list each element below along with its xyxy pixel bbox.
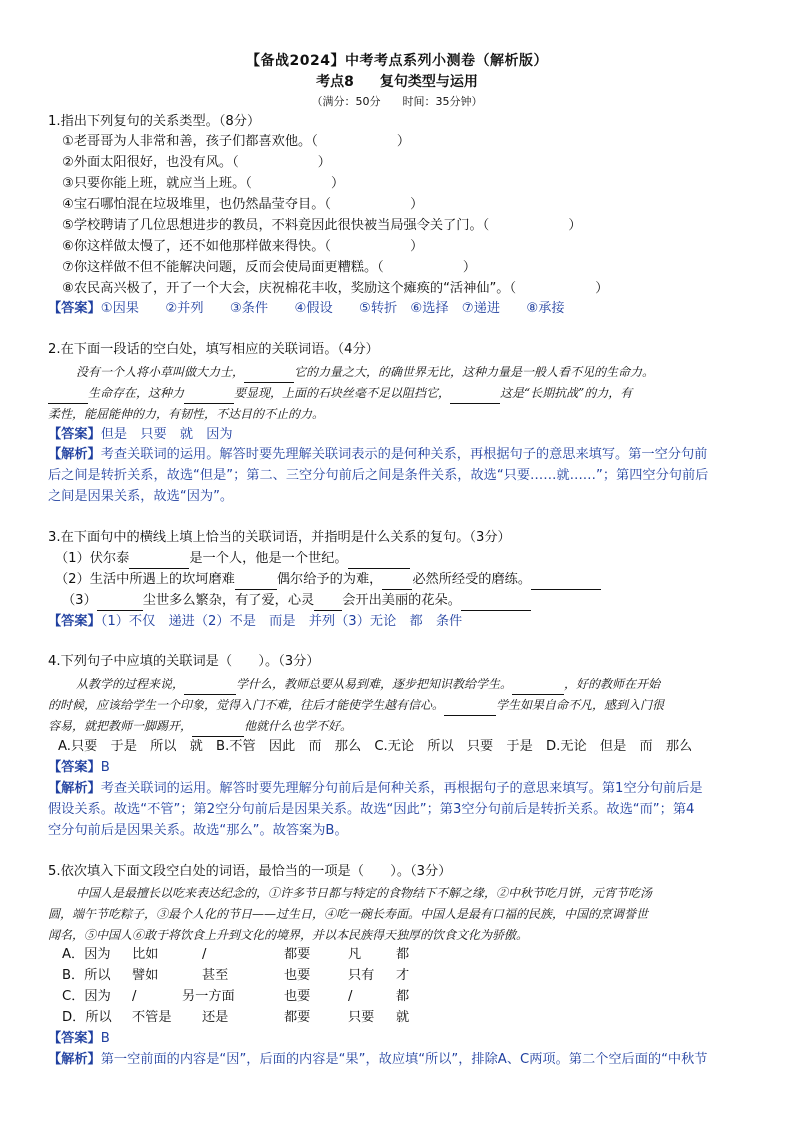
subtitle-topic-name: 复句类型与运用 <box>379 74 478 90</box>
q2-stem: 2.在下面一段话的空白处，填写相应的关联词语。（4分） <box>48 342 379 357</box>
fill-blank[interactable] <box>184 680 236 695</box>
fill-blank[interactable] <box>531 575 601 590</box>
fill-blank[interactable] <box>129 554 189 569</box>
q5-option-c[interactable]: C．因为 / 另一方面 也要 / 都 <box>62 989 410 1004</box>
q1-item: ⑦你这样做不但不能解决问题，反而会使局面更糟糕。（ ） <box>62 260 477 275</box>
q5-answer: 【答案】B <box>48 1031 110 1046</box>
q3-answer: 【答案】（1）不仅 递进（2）不是 而是 并列（3）无论 都 条件 <box>48 614 463 629</box>
q1-item: ⑤学校聘请了几位思想进步的教员，不料竟因此很快被当局强令关了门。（ ） <box>62 218 582 233</box>
q1-item: ②外面太阳很好，也没有风。（ ） <box>62 155 331 170</box>
q3-sentence: （3） 尘世多么繁杂，有了爱，心灵 会开出美丽的花朵。 <box>62 591 531 611</box>
fill-blank[interactable] <box>382 575 412 590</box>
fill-blank[interactable] <box>192 722 244 737</box>
q2-passage-line: 没有一个人将小草叫做大力士， 它的力量之大，的确世界无比，这种力量是一般人看不见的生命力。 <box>76 362 776 383</box>
q5-explanation: 【解析】第一空前面的内容是“因”，后面的内容是“果”，故应填“所以”，排除A、C两项。第二个空后面的“中秋节 <box>48 1052 708 1067</box>
fill-blank[interactable] <box>184 389 234 404</box>
q1-item: ④宝石哪怕混在垃圾堆里，也仍然晶莹夺目。（ ） <box>62 197 424 212</box>
page-title: 【备战2024】中考考点系列小测卷（解析版） <box>246 53 548 69</box>
q1-item: ③只要你能上班，就应当上班。（ ） <box>62 176 345 191</box>
page-meta: （满分：50分 时间：35分钟） <box>311 95 483 108</box>
q2-answer: 【答案】但是 只要 就 因为 <box>48 427 233 442</box>
q4-passage-line: 从教学的过程来说， 学什么，教师总要从易到难，逐步把知识教给学生。 ，好的教师在开始 <box>76 674 776 695</box>
fill-blank[interactable] <box>97 596 143 611</box>
subtitle-topic-number: 考点8 <box>316 74 354 90</box>
q2-passage-line: 生命存在，这种力 要显现，上面的石块丝毫不足以阻挡它， 这是“长期抗战”的力，有 <box>48 383 748 404</box>
q5-option-b[interactable]: B．所以 譬如 甚至 也要 只有 才 <box>62 968 410 983</box>
q3-sentence: （2）生活中所遇上的坎坷磨难 偶尔给予的为难， 必然所经受的磨练。 <box>55 570 601 590</box>
q3-sentence: （1）伏尔泰 是一个人，他是一个世纪。 <box>55 549 410 569</box>
q1-answer <box>48 299 565 319</box>
q5-passage-line: 圆，端午节吃粽子，③最个人化的节日——过生日，④吃一碗长寿面。中国人是最有口福的民族，中国的烹调誉世 <box>48 907 649 921</box>
q4-explanation: 假设关系。故选“不管”；第2空分句前后是因果关系。故选“因此”；第3空分句前后是转折关系。故选“而”；第4 <box>48 802 695 817</box>
q2-explanation: 【解析】考查关联词的运用。解答时要先理解关联词表示的是何种关系，再根据句子的意思来填写。第一空分句前 <box>48 447 708 462</box>
q1-stem: 1.指出下列复句的关系类型。（8分） <box>48 114 261 129</box>
answer-text: ①因果 ②并列 ③条件 ④假设 ⑤转折 ⑥选择 ⑦递进 ⑧承接 <box>100 301 565 316</box>
q5-passage-line: 闻名，⑤中国人⑥敢于将饮食上升到文化的境界，并以本民族得天独厚的饮食文化为骄傲。 <box>48 928 529 942</box>
q4-explanation: 空分句前后是因果关系。故选“那么”。故答案为B。 <box>48 823 348 838</box>
q1-item: ①老哥哥为人非常和善，孩子们都喜欢他。（ ） <box>62 134 411 149</box>
fill-blank[interactable] <box>444 701 496 716</box>
fill-blank[interactable] <box>314 596 342 611</box>
q4-options[interactable]: A.只要 于是 所以 就 B.不管 因此 而 那么 C.无论 所以 只要 于是 D.无论 但是 而 那么 <box>58 739 693 754</box>
q2-explanation: 后之间是转折关系，故选“但是”；第二、三空分句前后之间是条件关系，故选“只要……就……”；第四空分句前后 <box>48 468 709 483</box>
q1-item: ⑥你这样做太慢了，还不如他那样做来得快。（ ） <box>62 239 424 254</box>
q5-stem: 5.依次填入下面文段空白处的词语，最恰当的一项是（ ）。（3分） <box>48 864 452 879</box>
fill-blank[interactable] <box>450 389 500 404</box>
q4-stem: 4.下列句子中应填的关联词是（ ）。（3分） <box>48 654 320 669</box>
q1-item: ⑧农民高兴极了，开了一个大会，庆祝棉花丰收，奖励这个瘫痪的“活神仙”。（ ） <box>62 281 609 296</box>
q4-explanation: 【解析】考查关联词的运用。解答时要先理解分句前后是何种关系，再根据句子的意思来填写。第1空分句前后是 <box>48 781 703 796</box>
q4-passage-line: 的时候，应该给学生一个印象，觉得入门不难，往后才能使学生越有信心。 学生如果自命不凡，感到入门很 <box>48 695 748 716</box>
q2-passage-line: 柔性，能屈能伸的力，有韧性，不达目的不止的力。 <box>48 407 325 421</box>
fill-blank[interactable] <box>461 596 531 611</box>
page-subtitle <box>0 71 794 91</box>
fill-blank[interactable] <box>512 680 564 695</box>
q4-answer: 【答案】B <box>48 760 110 775</box>
fill-blank[interactable] <box>235 575 277 590</box>
fill-blank[interactable] <box>48 389 88 404</box>
q5-option-d[interactable]: D．所以 不管是 还是 都要 只要 就 <box>62 1010 410 1025</box>
q2-explanation: 之间是因果关系，故选“因为”。 <box>48 489 234 504</box>
q5-option-a[interactable]: A．因为 比如 / 都要 凡 都 <box>62 947 410 962</box>
q3-stem: 3.在下面句中的横线上填上恰当的关联词语，并指明是什么关系的复句。（3分） <box>48 530 511 545</box>
q4-passage-line: 容易，就把教师一脚踢开， 他就什么也学不好。 <box>48 716 748 737</box>
q5-passage-line: 中国人是最擅长以吃来表达纪念的，①许多节日都与特定的食物结下不解之缘，②中秋节吃月饼，元宵节吃汤 <box>76 886 653 900</box>
fill-blank[interactable] <box>244 368 294 383</box>
answer-tag: 【答案】 <box>48 301 101 316</box>
fill-blank[interactable] <box>348 554 410 569</box>
